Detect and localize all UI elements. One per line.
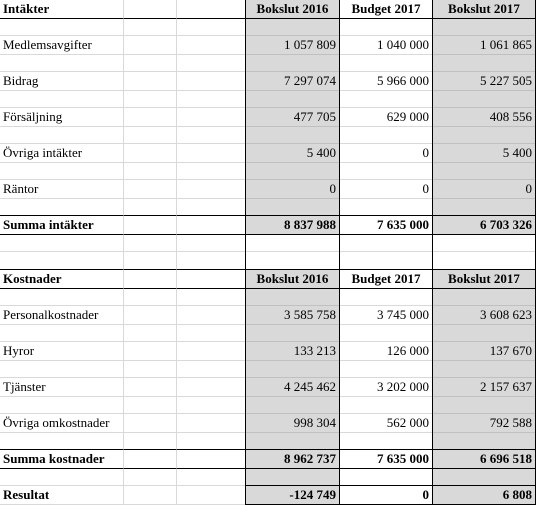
cell[interactable] [340,216,433,235]
cell[interactable] [177,127,246,144]
cell[interactable] [0,55,124,72]
cell[interactable] [177,91,246,108]
cell[interactable] [433,252,536,270]
cell[interactable] [124,108,177,127]
value: 8 962 737 [284,451,336,466]
table-row [0,180,536,199]
value: 8 837 988 [284,217,336,232]
cell[interactable] [124,378,177,397]
cell[interactable] [0,469,124,486]
cell[interactable] [124,450,177,469]
value: -124 749 [289,487,336,502]
spacer-row [0,433,536,450]
cell[interactable] [177,55,246,72]
cell[interactable] [433,72,536,91]
cell[interactable] [0,19,124,36]
cell[interactable] [246,199,340,216]
cell[interactable] [177,433,246,450]
cell[interactable] [246,342,340,361]
cell[interactable] [0,216,124,235]
cell[interactable] [340,397,433,414]
spacer-row [0,91,536,108]
cell[interactable] [177,361,246,378]
cell[interactable] [246,180,340,199]
cell[interactable] [340,342,433,361]
cell[interactable] [177,0,246,19]
row-label: Personalkostnader [3,307,99,322]
cell[interactable] [177,252,246,270]
cell[interactable] [124,127,177,144]
value: 1 040 000 [377,37,429,52]
table-row [0,342,536,361]
value: 6 696 518 [480,451,532,466]
table-row [0,144,536,163]
cell[interactable] [433,414,536,433]
cell[interactable] [340,433,433,450]
cell[interactable] [246,433,340,450]
result-row [0,486,536,505]
cell[interactable] [433,289,536,306]
cell[interactable] [340,450,433,469]
cell[interactable] [340,469,433,486]
value: 5 400 [306,145,336,160]
cell[interactable] [0,378,124,397]
value: 998 304 [293,415,336,430]
value: 126 000 [386,343,429,358]
value: 5 227 505 [480,73,532,88]
cell[interactable] [124,342,177,361]
value: 3 202 000 [377,379,429,394]
value: 1 057 809 [284,37,336,52]
cell[interactable] [0,199,124,216]
value: 2 157 637 [480,379,532,394]
cell[interactable] [340,306,433,325]
cell[interactable] [177,486,246,505]
cell[interactable] [433,486,536,505]
spacer-row [0,325,536,342]
cell[interactable] [124,361,177,378]
column-border [245,0,246,505]
spacer-row [0,361,536,378]
value: 6 808 [502,487,532,502]
cell[interactable] [177,36,246,55]
value: 3 608 623 [480,307,532,322]
cell[interactable] [433,216,536,235]
row-label: Summa intäkter [3,217,94,232]
cell[interactable] [177,342,246,361]
cell[interactable] [124,144,177,163]
spacer-row [0,252,536,270]
cell[interactable] [0,36,124,55]
costs-total-row [0,450,536,469]
income-section-title: Intäkter [3,1,50,16]
cell[interactable] [177,144,246,163]
cell[interactable] [177,163,246,180]
cell[interactable] [433,108,536,127]
income-header-row [0,0,536,19]
cell[interactable] [124,306,177,325]
cell[interactable] [433,36,536,55]
cell[interactable] [340,414,433,433]
table-row [0,306,536,325]
cell[interactable] [246,306,340,325]
value: 629 000 [386,109,429,124]
cell[interactable] [340,199,433,216]
cell[interactable] [433,127,536,144]
value: 6 703 326 [480,217,532,232]
cell[interactable] [246,72,340,91]
cell[interactable] [124,216,177,235]
cell[interactable] [246,469,340,486]
value: 477 705 [293,109,336,124]
cell[interactable] [177,469,246,486]
cell[interactable] [0,306,124,325]
value: 0 [422,181,429,196]
table-row [0,72,536,91]
cell[interactable] [340,127,433,144]
row-label: Försäljning [3,109,63,124]
cell[interactable] [246,414,340,433]
cell[interactable] [340,91,433,108]
cell[interactable] [124,55,177,72]
spacer-row [0,127,536,144]
cell[interactable] [433,91,536,108]
cell[interactable] [340,289,433,306]
cell[interactable] [0,180,124,199]
column-header: Bokslut 2017 [448,1,520,16]
cell[interactable] [0,163,124,180]
value: 7 635 000 [377,451,429,466]
column-header: Bokslut 2016 [256,1,329,16]
value: 562 000 [386,415,429,430]
spacer-row [0,199,536,216]
cell[interactable] [246,252,340,270]
cell[interactable] [124,180,177,199]
cell[interactable] [177,325,246,342]
cell[interactable] [246,397,340,414]
cell[interactable] [177,235,246,252]
cell[interactable] [0,414,124,433]
value: 7 297 074 [284,73,336,88]
cell[interactable] [246,36,340,55]
cell[interactable] [124,72,177,91]
cell[interactable] [433,378,536,397]
value: 5 966 000 [377,73,429,88]
cell[interactable] [433,199,536,216]
cell[interactable] [340,235,433,252]
cell[interactable] [124,19,177,36]
cell[interactable] [177,414,246,433]
row-label: Räntor [3,181,39,196]
cell[interactable] [0,342,124,361]
cell[interactable] [177,216,246,235]
row-label: Summa kostnader [3,451,105,466]
cell[interactable] [124,252,177,270]
cell[interactable] [0,235,124,252]
cell[interactable] [246,235,340,252]
column-header: Bokslut 2017 [448,271,520,286]
cell[interactable] [246,486,340,505]
cell[interactable] [124,397,177,414]
column-header: Budget 2017 [351,271,421,286]
cell[interactable] [246,91,340,108]
cell[interactable] [177,306,246,325]
cell[interactable] [0,144,124,163]
cell[interactable] [124,469,177,486]
cell[interactable] [246,216,340,235]
cell[interactable] [433,397,536,414]
cell[interactable] [177,108,246,127]
cell[interactable] [0,450,124,469]
cell[interactable] [0,108,124,127]
cell[interactable] [433,342,536,361]
row-label: Resultat [3,487,50,502]
cell[interactable] [340,361,433,378]
cell[interactable] [124,235,177,252]
table-row [0,36,536,55]
cell[interactable] [177,397,246,414]
cell[interactable] [340,144,433,163]
cell[interactable] [433,306,536,325]
cell[interactable] [340,108,433,127]
cell[interactable] [340,36,433,55]
cell[interactable] [0,289,124,306]
row-label: Medlemsavgifter [3,37,92,52]
cell[interactable] [0,72,124,91]
spacer-row [0,163,536,180]
value: 0 [422,145,429,160]
cell[interactable] [0,0,124,19]
cell[interactable] [246,270,340,289]
cell[interactable] [246,289,340,306]
cell[interactable] [0,270,124,289]
cell[interactable] [246,450,340,469]
cell[interactable] [246,0,340,19]
value: 3 745 000 [377,307,429,322]
cell[interactable] [246,108,340,127]
cell[interactable] [340,72,433,91]
cell[interactable] [177,19,246,36]
value: 7 635 000 [377,217,429,232]
cell[interactable] [0,433,124,450]
cell[interactable] [433,433,536,450]
spacer-row [0,19,536,36]
cell[interactable] [124,199,177,216]
value: 792 588 [489,415,532,430]
table-row [0,378,536,397]
cell[interactable] [0,397,124,414]
cell[interactable] [124,325,177,342]
row-label: Övriga intäkter [3,145,83,160]
cell[interactable] [124,486,177,505]
cell[interactable] [433,144,536,163]
cell[interactable] [246,55,340,72]
cell[interactable] [177,378,246,397]
cell[interactable] [246,378,340,397]
cell[interactable] [433,55,536,72]
cell[interactable] [433,450,536,469]
cell[interactable] [340,55,433,72]
cell[interactable] [433,325,536,342]
cell[interactable] [433,270,536,289]
spacer-row [0,469,536,486]
cell[interactable] [0,325,124,342]
cell[interactable] [0,91,124,108]
cell[interactable] [433,469,536,486]
cell[interactable] [0,486,124,505]
cell[interactable] [340,325,433,342]
row-label: Hyror [3,343,35,358]
cell[interactable] [246,163,340,180]
value: 408 556 [489,109,532,124]
cell[interactable] [340,378,433,397]
cell[interactable] [340,163,433,180]
cell[interactable] [246,19,340,36]
value: 1 061 865 [480,37,532,52]
value: 0 [525,181,532,196]
costs-section-title: Kostnader [3,271,62,286]
cell[interactable] [177,199,246,216]
cell[interactable] [124,163,177,180]
row-label: Övriga omkostnader [3,415,110,430]
cell[interactable] [246,127,340,144]
cell[interactable] [0,361,124,378]
column-header: Bokslut 2016 [256,271,329,286]
cell[interactable] [340,486,433,505]
cell[interactable] [246,361,340,378]
cell[interactable] [177,180,246,199]
value: 3 585 758 [284,307,336,322]
value: 0 [329,181,336,196]
cell[interactable] [177,270,246,289]
cell[interactable] [340,19,433,36]
column-header: Budget 2017 [351,1,421,16]
spacer-row [0,289,536,306]
row-label: Bidrag [3,73,39,88]
cell[interactable] [124,414,177,433]
column-border [432,0,433,505]
value: 0 [422,487,429,502]
table-row [0,108,536,127]
cell[interactable] [246,325,340,342]
column-border [339,0,340,505]
cell[interactable] [340,270,433,289]
spacer-row [0,235,536,252]
cell[interactable] [340,180,433,199]
cell[interactable] [433,0,536,19]
cell[interactable] [124,36,177,55]
costs-header-row [0,270,536,289]
cell[interactable] [124,270,177,289]
income-total-row [0,216,536,235]
row-label: Tjänster [3,379,46,394]
cell[interactable] [433,180,536,199]
cell[interactable] [246,144,340,163]
value: 5 400 [502,145,532,160]
spacer-row [0,55,536,72]
cell[interactable] [340,252,433,270]
cell[interactable] [0,252,124,270]
cell[interactable] [177,289,246,306]
cell[interactable] [177,72,246,91]
cell[interactable] [0,127,124,144]
value: 137 670 [489,343,532,358]
cell[interactable] [124,289,177,306]
value: 133 213 [293,343,336,358]
cell[interactable] [124,0,177,19]
value: 4 245 462 [284,379,336,394]
cell[interactable] [433,235,536,252]
spacer-row [0,397,536,414]
cell[interactable] [340,0,433,19]
cell[interactable] [177,450,246,469]
cell[interactable] [124,91,177,108]
cell[interactable] [124,433,177,450]
cell[interactable] [433,19,536,36]
cell[interactable] [433,361,536,378]
cell[interactable] [433,163,536,180]
table-row [0,414,536,433]
